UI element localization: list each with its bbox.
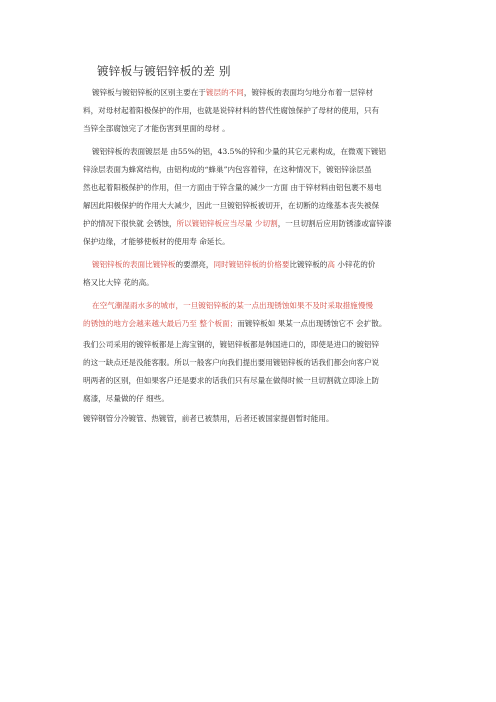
paragraph-2-line-3: 然也起着阳极保护的作用，但一方面由于锌含量的减少一方面 由于锌材料由铝包裹不易电 [83,183,382,192]
paragraph-3-line-1 [92,260,375,270]
text-run: 比镀锌板的 [289,260,328,269]
text-run: 镀锌板与镀铝锌板的区别主要在于 [92,88,206,97]
highlighted-text: 的锈蚀的地方会越来越大最后乃至 整个板面； [83,319,238,328]
paragraph-5-line-4: 腐漆，尽量做的仔 细些。 [83,394,169,403]
text-run: ，一旦切割后应用防锈漆或富锌漆 [277,219,392,228]
paragraph-2-line-1: 镀铝锌板的表面镀层是 由55%的铝，43.5%的锌和少量的其它元素构成，在微观下镀铝 [92,147,387,156]
paragraph-3-line-2: 格又比大锌 花的高。 [83,278,154,287]
text-run: 某一点出现锈蚀它不 会扩散。 [285,319,387,328]
paragraph-1-line-3: 当锌全部腐蚀完了才能伤害到里面的母材 。 [83,124,230,133]
paragraph-2-line-5 [83,219,392,229]
paragraph-5-line-1: 我们公司采用的镀锌板都是上海宝钢的，镀铝锌板都是韩国进口的，即使是进口的镀铝锌 [83,340,380,349]
paragraph-2-line-4: 解因此阳极保护的作用大大减少，因此一旦镀铝锌板被切开，在切断的边缘基本丧失被保 [83,201,380,210]
paragraph-2-line-6: 保护边缘，才能够使板材的使用寿 命延长。 [83,237,230,246]
highlighted-text: 镀铝锌板的表面比镀锌板 [92,260,176,269]
paragraph-5-line-2: 的这一缺点还是没能客服。所以一般客户向我们提出要用镀铝锌板的话我们都会向客户说 [83,358,380,367]
text-run: ，镀锌板的表面均匀地分布着一层锌材 [243,88,373,97]
highlighted-text: 高 [327,260,335,269]
highlighted-text: 同时镀铝锌板的价格要 [213,260,290,269]
paragraph-4-line-1: 在空气潮湿雨水多的城市，一旦镀铝锌板的某一点出现锈蚀如果不及时采取措施慢慢 [92,301,373,310]
text-run: ， [205,260,214,269]
highlighted-text: 所以镀铝锌板应当尽量 少切割 [176,219,278,228]
text-run: 小锌花的价 [335,260,376,269]
document-title: 镀锌板与镀铝锌板的差 别 [97,64,231,78]
text-run: 的要漂亮 [175,260,206,269]
highlighted-text: 镀层的不同 [205,88,244,97]
paragraph-2-line-2: 锌涂层表面为蜂窝结构，由铝构成的“蜂巢”内包容着锌，在这种情况下，镀铝锌涂层虽 [83,165,372,174]
paragraph-1-line-2: 料，对母材起着阳极保护的作用，也就是说锌材料的替代性腐蚀保护了母材的使用，只有 [83,106,380,115]
text-run: 护的情况下很快就 会锈蚀， [83,219,177,228]
paragraph-1-line-1 [92,88,373,98]
paragraph-6-line-1: 镀锌钢管分冷镀管、热镀管，前者已被禁用，后者还被国家提倡暂时能用。 [83,414,334,423]
text-run: 而镀锌板如 果 [237,319,286,328]
paragraph-4-line-2 [83,319,386,329]
paragraph-5-line-3: 明两者的区别，但如果客户还是要求的话我们只有尽量在做得时候一旦切割就立即涂上防 [83,376,380,385]
